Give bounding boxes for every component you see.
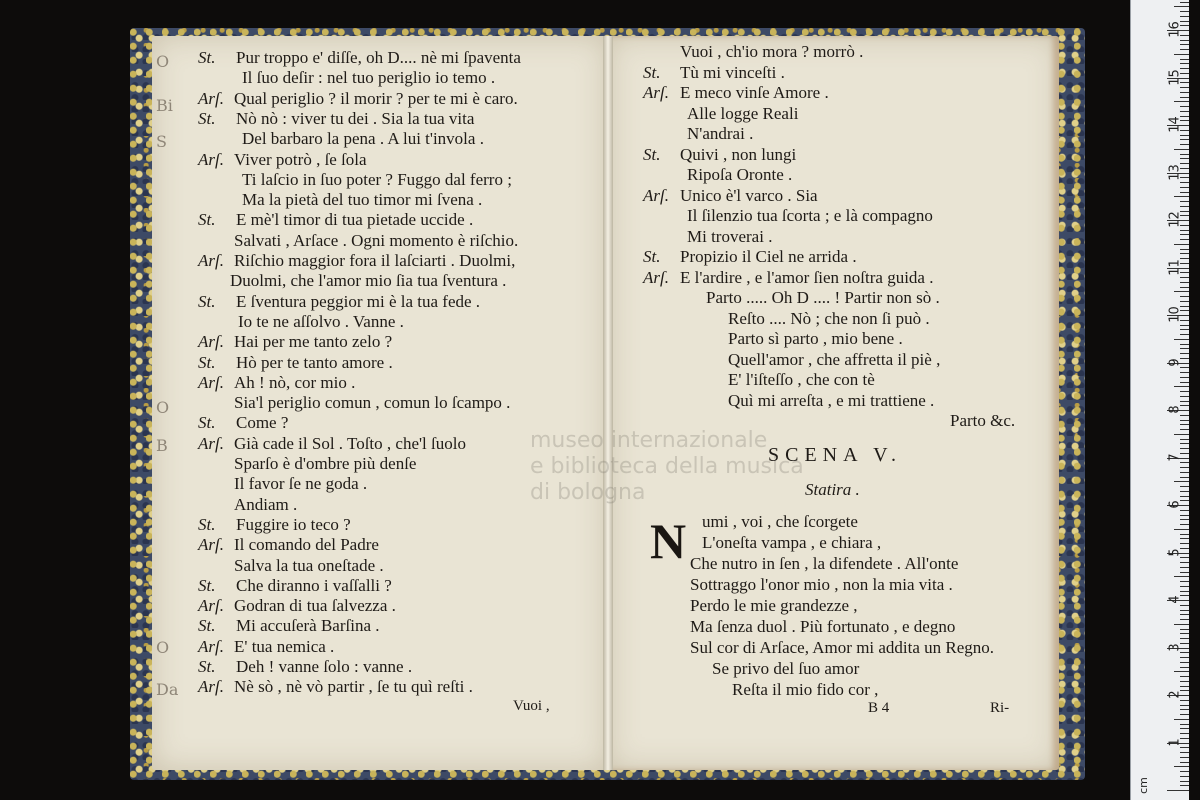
ruler-tick bbox=[1167, 790, 1189, 791]
speaker-label: St. bbox=[198, 514, 216, 534]
ruler-tick bbox=[1174, 671, 1189, 672]
line-text: Hò per te tanto amore . bbox=[236, 352, 393, 372]
ruler-tick bbox=[1180, 301, 1189, 302]
line-text: E ſventura peggior mi è la tua fede . bbox=[236, 291, 481, 311]
line-text: Ti laſcio in ſuo poter ? Fuggo dal ferro ; bbox=[242, 169, 512, 189]
line-text: Fuggire io teco ? bbox=[236, 514, 351, 534]
ruler-tick bbox=[1180, 785, 1189, 786]
monologue-line: Sul cor di Arſace, Amor mi addita un Regno. bbox=[690, 638, 995, 657]
line-text: Salva la tua oneſtade . bbox=[234, 555, 384, 575]
edge-letter: Da bbox=[156, 680, 179, 699]
monologue-line: Perdo le mie grandezze , bbox=[690, 596, 858, 615]
ruler-tick bbox=[1174, 529, 1189, 530]
line-text: Unico è'l varco . Sia bbox=[680, 185, 818, 205]
ruler-tick bbox=[1180, 781, 1189, 782]
ruler-tick bbox=[1174, 244, 1189, 245]
ruler-tick bbox=[1180, 230, 1189, 231]
ruler-tick bbox=[1180, 728, 1189, 729]
book-gutter bbox=[603, 36, 613, 770]
line-text: Io te ne aſſolvo . Vanne . bbox=[238, 311, 404, 331]
ruler-tick bbox=[1180, 524, 1189, 525]
speaker-label: Arſ. bbox=[198, 372, 224, 392]
line-text: Andiam . bbox=[234, 494, 298, 514]
ruler-tick bbox=[1180, 135, 1189, 136]
line-text: Pur troppo e' diſſe, oh D.... nè mi ſpaventa bbox=[236, 48, 521, 67]
speaker-label: Arſ. bbox=[198, 251, 224, 270]
ruler-tick bbox=[1180, 667, 1189, 668]
monologue-line: Ma ſenza duol . Più fortunato , e degno bbox=[690, 617, 956, 636]
ruler-tick bbox=[1180, 439, 1189, 440]
ruler-tick bbox=[1180, 287, 1189, 288]
ruler-tick bbox=[1180, 519, 1189, 520]
ruler-tick bbox=[1180, 424, 1189, 425]
line-text: Vuoi , ch'io mora ? morrò . bbox=[680, 42, 864, 61]
ruler-tick bbox=[1180, 396, 1189, 397]
line-text: E' l'iſteſſo , che con tè bbox=[728, 370, 875, 389]
ruler-tick bbox=[1180, 59, 1189, 60]
line-text: E l'ardire , e l'amor ſien noſtra guida . bbox=[680, 267, 934, 287]
ruler-tick bbox=[1180, 49, 1189, 50]
monologue-line: Sottraggo l'onor mio , non la mia vita . bbox=[690, 575, 953, 594]
ruler-tick bbox=[1180, 629, 1189, 630]
ruler-tick bbox=[1174, 434, 1189, 435]
ruler-number: 16 bbox=[1167, 21, 1183, 38]
line-text: Il comando del Padre bbox=[234, 535, 379, 555]
ruler-tick bbox=[1174, 54, 1189, 55]
speaker-label: St. bbox=[198, 352, 216, 372]
line-text: Il ſuo deſir : nel tuo periglio io temo . bbox=[242, 68, 496, 88]
ruler-tick bbox=[1180, 515, 1189, 516]
ruler-tick bbox=[1180, 633, 1189, 634]
ruler-number: 3 bbox=[1167, 642, 1183, 652]
speaker-label: St. bbox=[198, 108, 216, 128]
line-text: Parto &c. bbox=[950, 411, 1016, 430]
line-text: Hai per me tanto zelo ? bbox=[234, 332, 393, 352]
ruler-tick bbox=[1174, 6, 1189, 7]
ruler-number: 4 bbox=[1167, 595, 1183, 604]
ruler-tick bbox=[1180, 391, 1189, 392]
ruler-tick bbox=[1180, 429, 1189, 430]
line-text: Che diranno i vaſſalli ? bbox=[236, 575, 392, 595]
ruler-tick bbox=[1180, 619, 1189, 620]
ruler-number: 2 bbox=[1167, 690, 1183, 699]
speaker-label: Arſ. bbox=[198, 149, 224, 169]
ruler-tick bbox=[1180, 771, 1189, 772]
ruler-tick bbox=[1174, 481, 1189, 482]
ruler-tick bbox=[1180, 234, 1189, 235]
line-text: Del barbaro la pena . A lui t'invola . bbox=[242, 129, 484, 149]
line-text: Già cade il Sol . Toſto , che'l ſuolo bbox=[234, 433, 466, 453]
monologue-line: Che nutro in ſen , la difendete . All'onte bbox=[690, 554, 959, 573]
speaker-label: Arſ. bbox=[643, 83, 669, 102]
ruler-tick bbox=[1180, 705, 1189, 706]
ruler-tick bbox=[1180, 201, 1189, 202]
edge-letter: B bbox=[156, 436, 168, 455]
ruler-tick bbox=[1180, 757, 1189, 758]
ruler-tick bbox=[1180, 472, 1189, 473]
ruler-tick bbox=[1180, 377, 1189, 378]
line-text: Deh ! vanne ſolo : vanne . bbox=[236, 657, 413, 676]
speaker-label: St. bbox=[198, 291, 216, 311]
speaker-label: Arſ. bbox=[198, 596, 224, 616]
ruler-tick bbox=[1180, 477, 1189, 478]
ruler-number: 7 bbox=[1167, 452, 1183, 462]
watermark-line: di bologna bbox=[530, 480, 646, 505]
monologue-line: Reſta il mio fido cor , bbox=[732, 680, 879, 699]
line-text: Salvati , Arſace . Ogni momento è riſchio. bbox=[234, 230, 519, 250]
ruler-tick bbox=[1180, 491, 1189, 492]
watermark-line: e biblioteca della musica bbox=[530, 454, 804, 479]
speaker-label: Arſ. bbox=[198, 677, 224, 697]
line-text: Quì mi arreſta , e mi trattiene . bbox=[728, 390, 935, 410]
ruler-tick bbox=[1174, 576, 1189, 577]
ruler-tick bbox=[1180, 206, 1189, 207]
ruler-number: 14 bbox=[1167, 116, 1183, 133]
ruler-tick bbox=[1180, 325, 1189, 326]
ruler-tick bbox=[1180, 16, 1189, 17]
speaker-label: St. bbox=[198, 657, 216, 676]
speaker-label: Arſ. bbox=[198, 636, 224, 656]
line-text: Sparſo è d'ombre più denſe bbox=[234, 454, 417, 473]
ruler-tick bbox=[1180, 187, 1189, 188]
line-text: Reſto .... Nò ; che non ſi può . bbox=[728, 308, 930, 328]
ruler-tick bbox=[1180, 572, 1189, 573]
ruler-number: 5 bbox=[1167, 547, 1183, 557]
ruler-tick bbox=[1180, 581, 1189, 582]
drop-cap: N bbox=[650, 513, 687, 569]
ruler-tick bbox=[1174, 101, 1189, 102]
ruler-tick bbox=[1174, 149, 1189, 150]
ruler-tick bbox=[1180, 139, 1189, 140]
ruler-tick bbox=[1174, 624, 1189, 625]
line-text: Il favor ſe ne goda . bbox=[234, 474, 368, 494]
speaker-label: Arſ. bbox=[198, 88, 224, 108]
ruler-number: 12 bbox=[1167, 211, 1183, 228]
ruler-tick bbox=[1180, 253, 1189, 254]
line-text: Godran di tua ſalvezza . bbox=[234, 596, 396, 616]
line-text: E mè'l timor di tua pietade uccide . bbox=[236, 210, 474, 230]
ruler-tick bbox=[1180, 567, 1189, 568]
speaker-label: St. bbox=[198, 413, 216, 433]
monologue-line: Se privo del ſuo amor bbox=[712, 659, 860, 678]
ruler-number: 1 bbox=[1167, 737, 1183, 747]
ruler-tick bbox=[1180, 486, 1189, 487]
line-text: Alle logge Reali bbox=[687, 103, 799, 123]
ruler-tick bbox=[1180, 443, 1189, 444]
ruler-tick bbox=[1174, 766, 1189, 767]
speaker-label: St. bbox=[643, 62, 661, 82]
line-text: Ripoſa Oronte . bbox=[687, 165, 793, 184]
ruler-tick bbox=[1174, 339, 1189, 340]
edge-letter: O bbox=[156, 638, 170, 657]
ruler-tick bbox=[1180, 676, 1189, 677]
ruler-number: 13 bbox=[1167, 163, 1183, 181]
ruler-tick bbox=[1180, 44, 1189, 45]
ruler-tick bbox=[1180, 714, 1189, 715]
line-text: Parto ..... Oh D .... ! Partir non sò . bbox=[706, 288, 940, 307]
speaker-label: Arſ. bbox=[643, 185, 669, 205]
line-text: Nè sò , nè vò partir , ſe tu quì reſti . bbox=[234, 677, 473, 697]
scene-character: Statira . bbox=[805, 480, 860, 499]
ruler-tick bbox=[1180, 192, 1189, 193]
ruler-number: 15 bbox=[1167, 68, 1183, 86]
signature-mark: B 4 bbox=[868, 700, 890, 716]
ruler-tick bbox=[1180, 97, 1189, 98]
ruler-tick bbox=[1180, 40, 1189, 41]
ruler-tick bbox=[1180, 144, 1189, 145]
speaker-label: Arſ. bbox=[198, 332, 224, 352]
line-text: Nò nò : viver tu dei . Sia la tua vita bbox=[236, 108, 475, 128]
ruler-tick bbox=[1180, 382, 1189, 383]
line-text: Quivi , non lungi bbox=[680, 144, 797, 164]
ruler-tick bbox=[1180, 92, 1189, 93]
ruler-tick bbox=[1180, 762, 1189, 763]
ruler-tick bbox=[1180, 538, 1189, 539]
catchword-left: Vuoi , bbox=[513, 698, 550, 714]
speaker-label: St. bbox=[198, 616, 216, 636]
speaker-label: St. bbox=[198, 210, 216, 230]
ruler-tick bbox=[1180, 63, 1189, 64]
ruler-tick bbox=[1180, 111, 1189, 112]
line-text: N'andrai . bbox=[687, 124, 754, 143]
line-text: Mi accuſerà Barſina . bbox=[236, 616, 380, 636]
ruler-tick bbox=[1180, 681, 1189, 682]
watermark bbox=[530, 428, 804, 506]
line-text: Ma la pietà del tuo timor mi ſvena . bbox=[242, 190, 483, 210]
ruler-tick bbox=[1180, 610, 1189, 611]
watermark-line: museo internazionale bbox=[530, 428, 768, 453]
ruler-number: 6 bbox=[1167, 500, 1183, 509]
ruler-tick bbox=[1174, 291, 1189, 292]
line-text: Qual periglio ? il morir ? per te mi è caro. bbox=[234, 88, 518, 108]
speaker-label: St. bbox=[643, 144, 661, 164]
line-text: E' tua nemica . bbox=[234, 636, 335, 656]
ruler-tick bbox=[1180, 586, 1189, 587]
ruler-tick bbox=[1174, 719, 1189, 720]
ruler-number: 11 bbox=[1167, 258, 1183, 276]
ruler-tick bbox=[1180, 2, 1189, 3]
edge-letter: S bbox=[156, 132, 167, 151]
ruler-number: 10 bbox=[1167, 306, 1183, 323]
catchword-right: Ri- bbox=[990, 700, 1010, 716]
ruler-tick bbox=[1180, 329, 1189, 330]
speaker-label: Arſ. bbox=[198, 535, 224, 555]
ruler-tick bbox=[1180, 662, 1189, 663]
line-text: Tù mi vinceſti . bbox=[680, 62, 785, 82]
edge-letter: Bi bbox=[156, 96, 173, 115]
line-text: Viver potrò , ſe ſola bbox=[234, 149, 367, 169]
measuring-ruler bbox=[1130, 0, 1189, 800]
speaker-label: St. bbox=[198, 575, 216, 595]
line-text: Ah ! nò, cor mio . bbox=[234, 372, 356, 392]
ruler-tick bbox=[1180, 420, 1189, 421]
line-text: Propizio il Ciel ne arrida . bbox=[680, 247, 857, 266]
line-text: Duolmi, che l'amor mio ſia tua ſventura . bbox=[230, 271, 507, 291]
ruler-number: 8 bbox=[1167, 405, 1183, 414]
ruler-number: 9 bbox=[1167, 357, 1183, 367]
ruler-tick bbox=[1180, 334, 1189, 335]
ruler-tick bbox=[1180, 614, 1189, 615]
line-text: Sia'l periglio comun , comun lo ſcampo . bbox=[234, 393, 511, 413]
ruler-tick bbox=[1180, 709, 1189, 710]
scene-title: SCENA V. bbox=[768, 444, 902, 466]
ruler-tick bbox=[1180, 534, 1189, 535]
ruler-tick bbox=[1180, 296, 1189, 297]
ruler-tick bbox=[1180, 239, 1189, 240]
monologue-line: L'oneſta vampa , e chiara , bbox=[702, 533, 882, 552]
ruler-tick bbox=[1180, 249, 1189, 250]
monologue-line: umi , voi , che ſcorgete bbox=[702, 512, 858, 531]
ruler-tick bbox=[1174, 196, 1189, 197]
speaker-label: Arſ. bbox=[643, 267, 669, 287]
speaker-label: St. bbox=[198, 48, 216, 67]
line-text: Quell'amor , che affretta il piè , bbox=[728, 349, 941, 369]
line-text: E meco vinſe Amore . bbox=[680, 83, 829, 102]
edge-letters bbox=[152, 40, 178, 740]
edge-letter: O bbox=[156, 52, 170, 71]
line-text: Parto sì parto , mio bene . bbox=[728, 329, 903, 348]
ruler-tick bbox=[1180, 106, 1189, 107]
line-text: Il ſilenzio tua ſcorta ; e là compagno bbox=[687, 206, 933, 225]
line-text: Come ? bbox=[236, 413, 289, 433]
line-text: Riſchio maggior fora il laſciarti . Duolmi, bbox=[234, 251, 516, 270]
ruler-unit: cm bbox=[1136, 777, 1150, 794]
line-text: Mi troverai . bbox=[687, 226, 773, 246]
ruler-tick bbox=[1180, 282, 1189, 283]
speaker-label: St. bbox=[643, 247, 661, 266]
ruler-tick bbox=[1180, 724, 1189, 725]
ruler-tick bbox=[1180, 776, 1189, 777]
ruler-tick bbox=[1180, 11, 1189, 12]
ruler-tick bbox=[1180, 344, 1189, 345]
ruler-tick bbox=[1174, 386, 1189, 387]
edge-letter: O bbox=[156, 398, 170, 417]
speaker-label: Arſ. bbox=[198, 433, 224, 453]
ruler-tick bbox=[1180, 158, 1189, 159]
ruler-tick bbox=[1180, 348, 1189, 349]
ruler-tick bbox=[1180, 154, 1189, 155]
